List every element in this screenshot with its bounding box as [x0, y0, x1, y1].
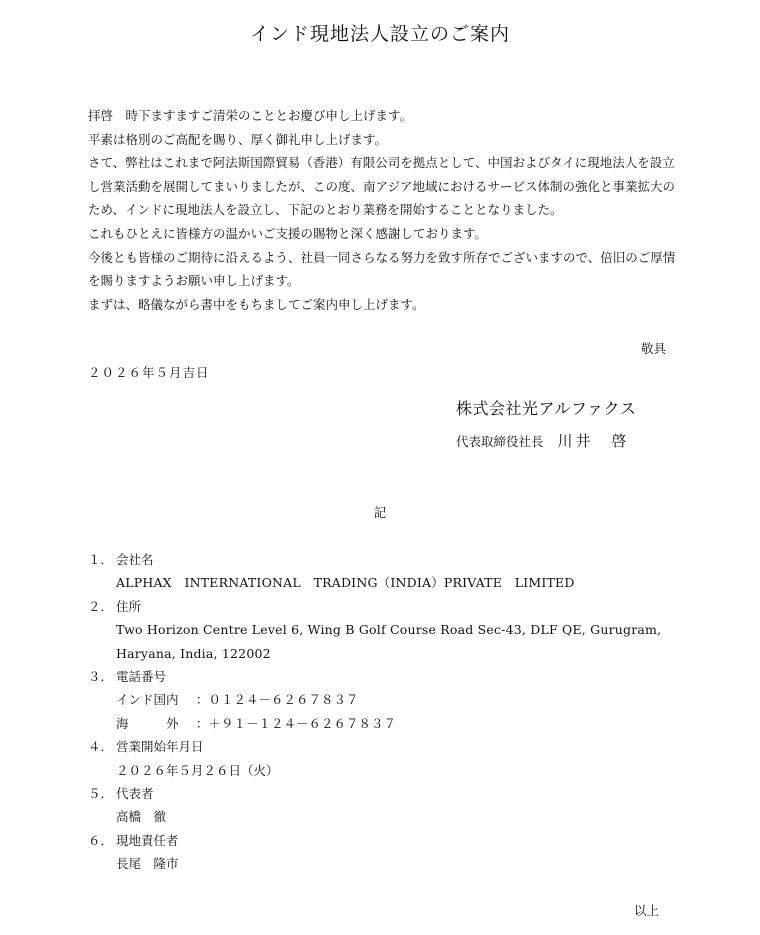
item-label: 住所	[116, 598, 142, 614]
item-label: 会社名	[116, 552, 154, 567]
end-mark: 以上	[634, 903, 660, 918]
item-number: ３．	[88, 669, 114, 685]
letter-date: ２０２６年５月吉日	[88, 365, 210, 380]
gratitude-paragraph: これもひとえに皆様方の温かいご支援の賜物と深く感謝しております。	[88, 225, 488, 241]
company-name: 株式会社光アルファクス	[456, 399, 637, 418]
representative-name: 高橋 徹	[116, 809, 167, 825]
list-item	[88, 735, 688, 758]
item-number: １．	[88, 552, 114, 567]
address-line-1: Two Horizon Centre Level 6, Wing B Golf Course Road Sec-43, DLF QE, Gurugram,	[116, 622, 662, 638]
summary-paragraph: まずは、略儀ながら書中をもちましてご案内申し上げます。	[88, 296, 425, 312]
representative	[456, 430, 630, 451]
greeting-paragraph: 拝啓 時下ますますご清栄のこととお慶び申し上げます。	[88, 108, 413, 123]
address-line-2: Haryana, India, 122002	[116, 645, 271, 661]
local-manager-name: 長尾 隆市	[116, 856, 179, 872]
phone-label: インド国内	[116, 692, 179, 708]
details-list	[88, 548, 688, 876]
phone-value: ：０１２４－６２６７８３７	[196, 692, 359, 708]
item-number: ２．	[88, 598, 114, 614]
item-number: ６．	[88, 832, 114, 848]
company-legal-name: ALPHAX INTERNATIONAL TRADING（INDIA）PRIVATE LIMITED	[116, 575, 575, 591]
start-date: ２０２６年５月２６日（火）	[116, 762, 279, 778]
list-item	[88, 782, 688, 805]
list-item	[88, 595, 688, 618]
closing-word: 敬具	[641, 341, 667, 356]
announcement-paragraph: さて、弊社はこれまで阿法斯国際貿易（香港）有限公司を拠点として、中国およびタイに現地法人を設立し営業活動を展開してまいりましたが、この度、南アジア地域におけるサービス体制の強化と事業拡大のため、インドに現地法人を設立し、下記のとおり業務を開始することとなりました。	[88, 155, 676, 218]
item-label: 現地責任者	[116, 832, 179, 848]
document-title: インド現地法人設立のご案内	[249, 23, 510, 45]
item-label: 営業開始年月日	[116, 739, 204, 755]
list-item	[88, 548, 688, 571]
item-number: ４．	[88, 739, 114, 755]
item-number: ５．	[88, 786, 114, 802]
request-paragraph: 今後とも皆様のご期待に沿えるよう、社員一同さらなる努力を致す所存でございますので、倍旧のご厚情を賜りますようお願い申し上げます。	[88, 249, 676, 289]
phone-value: ：＋９１－１２４－６２６７８３７	[196, 715, 397, 731]
ki-heading: 記	[373, 505, 387, 520]
rep-title: 代表取締役社長	[456, 434, 544, 449]
phone-overseas	[88, 712, 688, 735]
phone-domestic	[88, 688, 688, 711]
list-item	[88, 665, 688, 688]
item-label: 電話番号	[116, 669, 167, 685]
list-item	[88, 829, 688, 852]
thanks-paragraph: 平素は格別のご高配を賜り、厚く御礼申し上げます。	[88, 131, 388, 147]
rep-name: 川井 啓	[557, 432, 630, 450]
phone-label: 海 外	[116, 715, 179, 731]
item-label: 代表者	[116, 786, 154, 802]
letter-body	[88, 104, 678, 316]
